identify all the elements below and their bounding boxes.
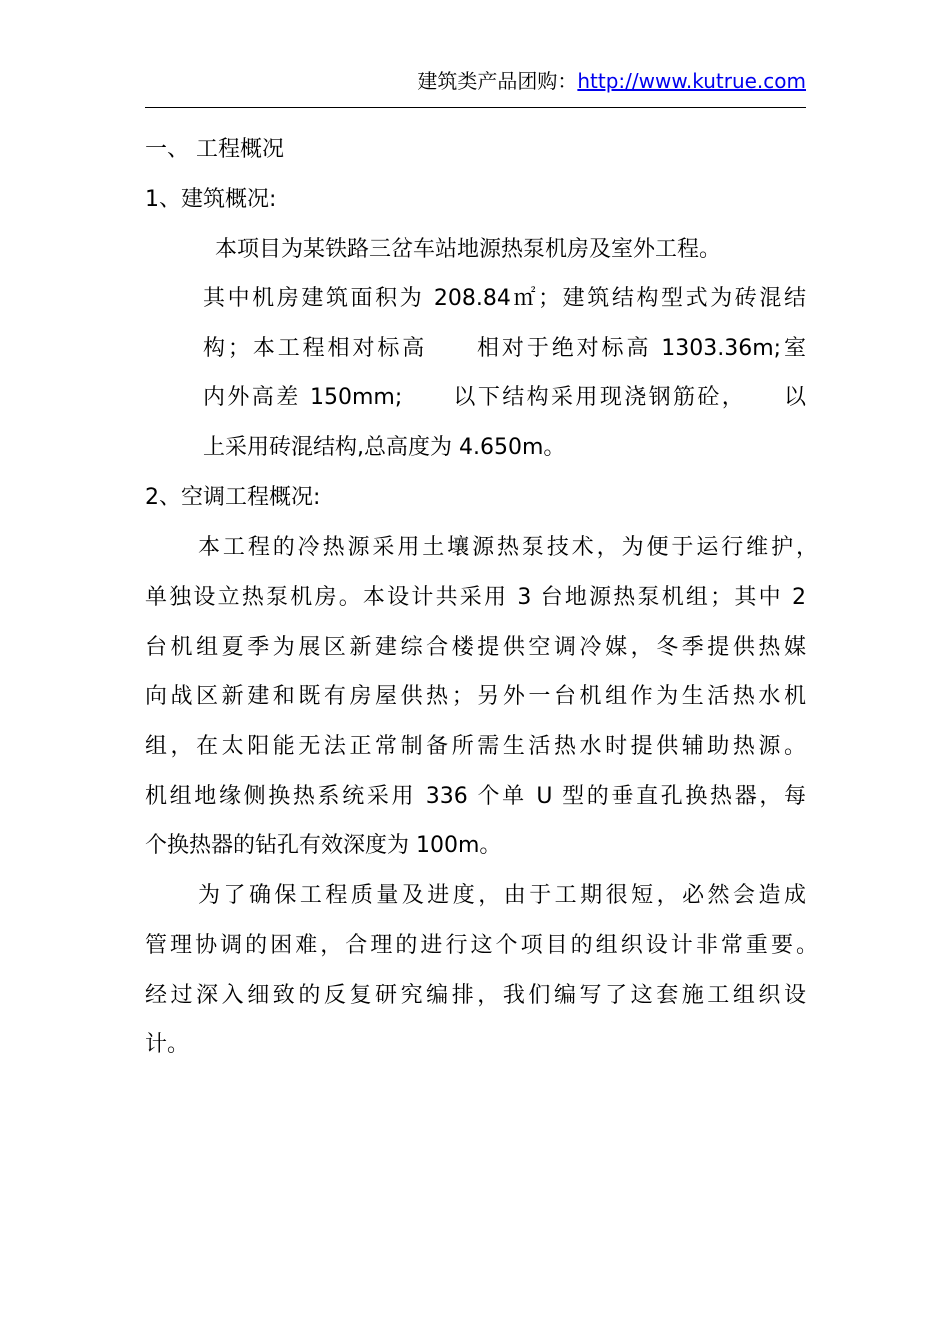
hvac-text-line: 向战区新建和既有房屋供热；另外一台机组作为生活热水机 [145, 684, 806, 709]
subsection-heading-hvac: 2、空调工程概况: [145, 485, 321, 510]
building-text-line: 上采用砖混结构,总高度为 4.650m。 [203, 435, 566, 460]
subsection-heading-building: 1、建筑概况: [145, 187, 277, 212]
hvac-text-line: 组，在太阳能无法正常制备所需生活热水时提供辅助热源。 [145, 734, 806, 759]
hvac-text-line: 台机组夏季为展区新建综合楼提供空调冷媒，冬季提供热媒 [145, 635, 806, 660]
building-text-line: 构；本工程相对标高 相对于绝对标高 1303.36m;室 [203, 336, 806, 361]
hvac-text-line: 单独设立热泵机房。本设计共采用 3 台地源热泵机组；其中 2 [145, 585, 806, 610]
hvac-text-line: 机组地缘侧换热系统采用 336 个单 U 型的垂直孔换热器，每 [145, 784, 806, 809]
summary-text-line: 为了确保工程质量及进度，由于工期很短，必然会造成 [198, 883, 806, 908]
header-prefix: 建筑类产品团购： [417, 69, 578, 93]
header-rule [145, 107, 806, 108]
building-text-line: 内外高差 150mm; 以下结构采用现浇钢筋砼， 以 [203, 385, 806, 410]
section-title: 一、 工程概况 [145, 137, 284, 162]
summary-text-line: 经过深入细致的反复研究编排，我们编写了这套施工组织设 [145, 983, 806, 1008]
header-link[interactable]: http://www.kutrue.com [577, 69, 806, 93]
building-text-line: 本项目为某铁路三岔车站地源热泵机房及室外工程。 [215, 237, 722, 262]
summary-text-line: 计。 [145, 1032, 190, 1057]
summary-text-line: 管理协调的困难，合理的进行这个项目的组织设计非常重要。 [145, 933, 818, 958]
hvac-text-line: 本工程的冷热源采用土壤源热泵技术，为便于运行维护， [198, 535, 818, 560]
hvac-text-line: 个换热器的钻孔有效深度为 100m。 [145, 833, 502, 858]
building-text-line: 其中机房建筑面积为 208.84㎡；建筑结构型式为砖混结 [203, 286, 806, 311]
page-header [145, 66, 806, 96]
